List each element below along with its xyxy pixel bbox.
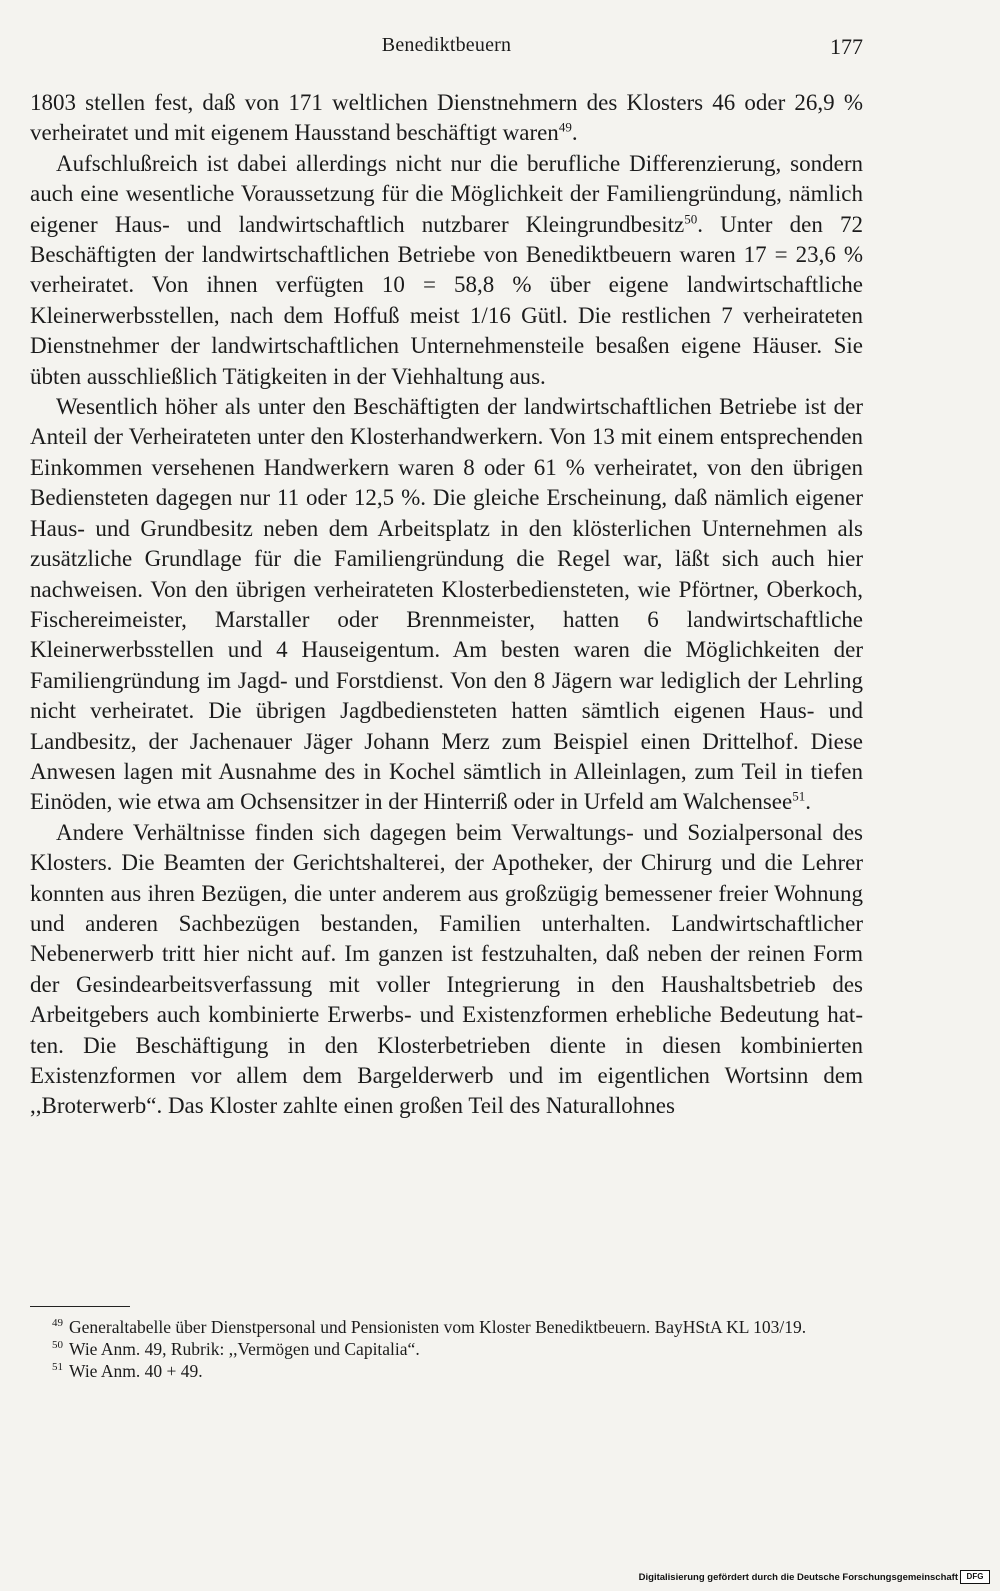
paragraph (30, 818, 863, 1122)
footnotes (30, 1316, 863, 1382)
text-run: Aufschlußreich ist dabei allerdings nicht nur die berufliche Differenzierung, sondern auch eine wesentliche Voraussetzung für die Möglichkeit der Familiengründung, nämlich eigener Haus- und landwirtschaftlich nutzbarer Kleingrundbesitz (30, 150, 863, 237)
text-run: Andere Verhältnisse finden sich dagegen beim Verwaltungs- und Sozialpersonal des Klosters. Die Beamten der Gerichtshalterei, der Apotheker, der Chirurg und die Lehrer konnten aus ihren Bezügen, die unter anderem aus großzügig bemessener freier Wohnung und anderen Sachbezügen bestanden, Familien unterhalten. Landwirtschaftlicher Nebenerwerb tritt hier nicht auf. Im ganzen ist festzuhalten, daß neben der reinen Form der Gesindearbeitsverfassung mit voller Integrierung in den Haushaltsbetrieb des Arbeitgebers auch kombinierte Erwerbs- und Existenzformen erhebliche Bedeutung hatten. Die Beschäftigung in den Klosterbetrieben diente in diesen kombinierten Existenzformen vor allem dem Bargelderwerb und im eigentlichen Wortsinn dem ,,Broterwerb“. Das Kloster zahlte einen großen Teil des Naturallohnes (30, 819, 863, 1119)
footnote-number: 50 (52, 1339, 63, 1352)
footnote-reference: 51 (792, 788, 806, 804)
footnote-number: 51 (52, 1361, 63, 1374)
footnote (30, 1316, 863, 1338)
footnote-reference: 50 (684, 210, 698, 226)
text-run: . Unter den 72 Beschäftigten der landwirtschaftlichen Betriebe von Benediktbeuern waren 17 = 23,6 % verheiratet. Von ihnen verfügten 10 = 58,8 % über eigene landwirtschaftliche Kleinerwerbsstellen, nach dem Hoffuß meist 1/16 Gütl. Die restlichen 7 verheirateten Dienstnehmer der landwirtschaftlichen Unternehmensteile besaßen eigene Häuser. Sie übten ausschließlich Tätigkeiten in der Viehhaltung aus. (30, 211, 863, 389)
text-run: . (571, 120, 578, 146)
footnote-divider (30, 1306, 130, 1307)
footnote-number: 49 (52, 1317, 63, 1330)
text-run: Wesentlich höher als unter den Beschäftigten der landwirtschaftlichen Betriebe ist der Anteil der Verheirateten unter den Klosterhandwerkern. Von 13 mit einem entsprechenden Einkommen versehenen Handwerkern waren 8 oder 61 % verheiratet, von den übrigen Bediensteten dagegen nur 11 oder 12,5 %. Die gleiche Erscheinung, daß nämlich eigener Haus- und Grundbesitz neben dem Arbeitsplatz in den klösterlichen Unternehmen als zusätzliche Grundlage für die Familiengründung die Regel war, läßt sich auch hier nachweisen. Von den übrigen verheirateten Klosterbediensteten, wie Pförtner, Oberkoch, Fischereimeister, Marstaller oder Brennmeister, hatten 6 landwirtschaftliche Kleinerwerbsstellen und 4 Hauseigentum. Am besten waren die Möglichkeiten der Familiengründung im Jagd- und Forstdienst. Von den 8 Jägern war lediglich der Lehrling nicht verheiratet. Die übrigen Jagdbediensteten hatten sämtlich eigenen Haus- und Landbesitz, der Jachenauer Jäger Johann Merz zum Beispiel einen Drittelhof. Diese Anwesen lagen mit Ausnahme des in Kochel sämtlich in Alleinlagen, zum Teil in tiefen Einöden, wie etwa am Ochsensitzer in der Hinterriß oder in Urfeld am Walchensee (30, 394, 863, 815)
dfg-logo-icon: DFG (960, 1570, 990, 1584)
text-run: 1803 stellen fest, daß von 171 weltlichen Dienstnehmern des Klosters 46 oder 26,9 % verheiratet und mit eigenem Hausstand beschäftigt waren (30, 90, 863, 146)
paragraph (30, 392, 863, 818)
digitization-credit: Digitalisierung gefördert durch die Deutsche Forschungsgemeinschaft (638, 1572, 958, 1583)
footnote (30, 1338, 863, 1360)
paragraph (30, 88, 863, 149)
page-header (30, 34, 863, 64)
paragraph (30, 149, 863, 392)
page-number: 177 (830, 34, 863, 59)
body-text (30, 88, 863, 1122)
footnote-text: Generaltabelle über Dienstpersonal und Pensionisten vom Kloster Benediktbeuern. BayHStA KL 103/19. (69, 1317, 807, 1337)
text-run: . (805, 789, 811, 815)
footnote-text: Wie Anm. 40 + 49. (69, 1361, 203, 1381)
footnote (30, 1360, 863, 1382)
footnote-reference: 49 (558, 119, 572, 135)
footnote-text: Wie Anm. 49, Rubrik: ,,Vermögen und Capitalia“. (69, 1339, 420, 1359)
running-head: Benediktbeuern (381, 34, 512, 56)
